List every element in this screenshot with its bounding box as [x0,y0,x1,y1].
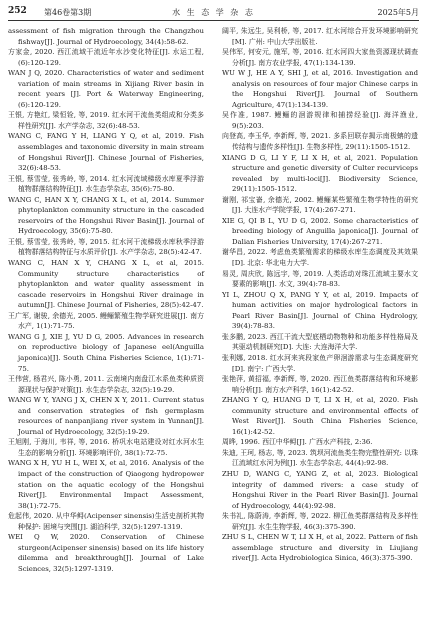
reference-entry: ZHU S L, CHEN W T, LI X H, et al, 2022. Pattern of fish assemblage structure and diversity in Liujiang river[J]. Acta Hydrobiologica Sinica, 46(3):375-390. [222,533,418,563]
reference-entry: 张艳萍, 黄招福, 李新辉, 等, 2020. 西江鱼类群落结构和环境影响分析[J]. 南方水产科学, 16(1):42-52. [222,375,418,394]
reference-column-right [222,26,418,564]
journal-title: 水 生 态 学 杂 志 [172,8,255,17]
reference-entry: 王旭刚, 于海川, 韦祥, 等, 2016. 桥巩水电站建设对红水河水生生态的影响分析[J]. 环境影响评价, 38(1):72-75. [8,438,204,457]
reference-entry: 王伟营, 杨君兴, 陈小勇, 2011. 云南境内南盘江水系鱼类种质资源现状与保护对策[J]. 水生态学杂志, 32(5):19-29. [8,375,204,394]
reference-entry: 向登高, 李玉华, 李新辉, 等, 2021. 多系回联存揭示南极蚺的遗传结构与遗传多样性[J]. 生物多样性, 29(11):1505-1512. [222,132,418,152]
reference-entry: XIE G, QI B L, YU D G, 2002. Some characteristics of breeding biology of Anguilla japonica[J]. Journal of Dalian Fisheries University, 17(4):267-271. [222,216,418,246]
reference-entry: 张多鹏, 2023. 西江干流大型底栖动物物种和功能多样性格局及其驱动机制研究[D]. 大连: 大连海洋大学. [222,332,418,352]
reference-entry: 谢刚, 祁宝崙, 余德光, 2002. 鳗鲡某些繁殖生物学特性的研究[J]. 大连水产学院学报, 17(4):267-271. [222,195,418,215]
reference-entry: WAN J Q, 2020. Characteristics of water and sediment variation of main streams in Xijiang River basin in recent years [J]. Port & Waterway Engineering, (6):120-129. [8,69,204,109]
reference-entry: 危起伟, 2020. 从中华鲟(Acipenser sinensis)生活史剖析其物种保护: 困境与突围[J]. 湖泊科学, 32(5):1297-1319. [8,512,204,531]
reference-entry: 王银, 蔡雪莹, 张秀岭, 等, 2014. 红水河流域梯级水库夏季浮游植物群落结构特征[J]. 水生态学杂志, 35(6):75-80. [8,174,204,194]
reference-entry: 吴作准, 1987. 鳗鲡的洄游规律和捕捞经验[J]. 海洋渔业, 9(5):203. [222,111,418,130]
reference-entry: WANG G J, XIE J, YU D G, 2005. Advances in research on reproductive biology of Japanese eel(Anguilla japonica)[J]. South China Fisheries Science, 1(1):71-75. [8,332,204,373]
reference-entry: WANG X H, YU H L, WEI X, et al, 2016. Analysis of the impact of the construction of Qiaogong hydropower station on the aquatic ecology of the Hongshui River[J]. Environmental Impact Assessment, 38(1):72-75. [8,459,204,510]
reference-entry: WU W J, HE A Y, SHI J, et al, 2016. Investigation and analysis on resources of four major Chinese carps in the Hongshui River[J]. Journal of Southern Agriculture, 47(1):134-139. [222,69,418,109]
reference-entry: WANG W Y, YANG J X, CHEN X Y, 2011. Current status and conservation strategies of fish germplasm resources of nanpanjiang river system in Yunnan[J]. Journal of Hydroecology, 32(5):19-29. [8,396,204,436]
reference-entry: 王银, 蔡雪莹, 张秀岭, 等, 2015. 红水河干流梯级水库秋季浮游植物群落结构特征与水质评价[J]. 水产学杂志, 28(5):42-47. [8,237,204,257]
reference-entry: 朱迪, 王珂, 杨志, 等, 2023. 筑坝河流鱼类生物完整性研究: 以珠江流域红水河为例[J]. 水生态学杂志, 44(4):92-98. [222,448,418,468]
reference-entry: assessment of fish migration through the Changzhou fishway[J]. Journal of Hydroecology, 34(4):58-62. [8,27,204,46]
reference-entry: 王银, 方艳红, 梁恒铨, 等, 2019. 红水河干流鱼类组成和分类多样性研究[J]. 水产学杂志, 32(6):48-53. [8,111,204,130]
reference-column-left [8,26,204,574]
reference-entry: XIANG D G, LI Y F, LI X H, et al, 2021. Population structure and genetic diversity of Culter recurviceps revealed by multi-loci[J]. Biodiversity Science, 29(11):1505-1512. [222,153,418,194]
reference-entry: 朱书礼, 陈蔚涛, 李新辉, 等, 2022. 柳江鱼类群落结构及多样性研究[J]. 水生生物学报, 46(3):375-390. [222,512,418,531]
page-header [8,6,419,20]
reference-entry: ZHU D, WANG C, YANG Z, et al, 2023. Biological integrity of dammed rivers: a case study of Hongshui River in the Pearl River Basin[J]. Journal of Hydroecology, 44(4):92-98. [222,469,418,510]
reference-entry: 张利娜, 2018. 红水河来宾段家鱼产卵洄游需求与生态调度研究[D]. 南宁: 广西大学. [222,353,418,373]
reference-entry: 吴伟军, 何安元, 施军, 等, 2016. 红水河四大家鱼资源现状调查分析[J]. 南方农业学报, 47(1):134-139. [222,48,418,67]
reference-entry: 方家金, 2020. 西江流域干流近年水沙变化特征[J]. 水运工程, (6):120-129. [8,48,204,67]
reference-entry: YI L, ZHOU Q X, PANG Y Y, et al, 2019. Impacts of human activities on major hydrological factors in Pearl River Basin[J]. Journal of China Hydrology, 39(4):78-83. [222,290,418,331]
page-number: 252 [8,6,27,16]
header-rule [8,20,419,21]
volume-issue: 第46卷第3期 [44,8,92,17]
reference-entry: 谢华昌, 2022. 考虑鱼类繁殖需求的梯级水库生态调度及其效果[D]. 北京: 华北电力大学. [222,248,418,268]
reference-entry: WANG C, HAN X Y, CHANG X L, et al, 2015. Community structure characteristics of phytoplankton and water quality assessment in cascade reservoirs in Hongshui River drainage in autumn[J]. Chinese Journal of Fisheries, 28(5):42-47. [8,259,204,310]
reference-entry: WEI Q W, 2020. Conservation of Chinese sturgeon(Acipenser sinensis) based on its life history dilemma and breakthrough[J]. Journal of Lake Sciences, 32(5):1297-1319. [8,533,204,573]
reference-entry: 阔平, 朱远生, 吴利桥, 等, 2017. 红水河综合开发环境影响研究[M]. 广州: 中山大学出版社. [222,27,418,46]
reference-entry: 易灵, 周庆欣, 陈远宇, 等, 2019. 人类活动对珠江流域主要水文要素的影响[J]. 水文, 39(4):78-83. [222,269,418,289]
reference-entry: ZHANG Y Q, HUANG D T, LI X H, et al, 2020. Fish community structure and environmental effects of West River[J]. South China Fisheries Science, 16(1):42-52. [222,396,418,436]
reference-entry: 周晔, 1996. 西江中华鲟[J]. 广西水产科技, 2:36. [222,438,373,447]
reference-entry: WANG C, HAN X Y, CHANG X L, et al, 2014. Summer phytoplankton community structure in the cascaded reservoirs of the Hongshui River Basin[J]. Journal of Hydroecology, 35(6):75-80. [8,195,204,236]
reference-entry: 王广军, 谢骏, 余德光, 2005. 鳗鲡繁殖生物学研究进展[J]. 南方水产, 1(1):71-75. [8,311,204,331]
reference-entry: WANG C, FANG Y H, LIANG Y Q, et al, 2019. Fish assemblages and taxonomic diversity in main stream of Hongshui River[J]. Chinese Journal of Fisheries, 32(6):48-53. [8,132,204,173]
issue-date: 2025年5月 [377,8,419,17]
